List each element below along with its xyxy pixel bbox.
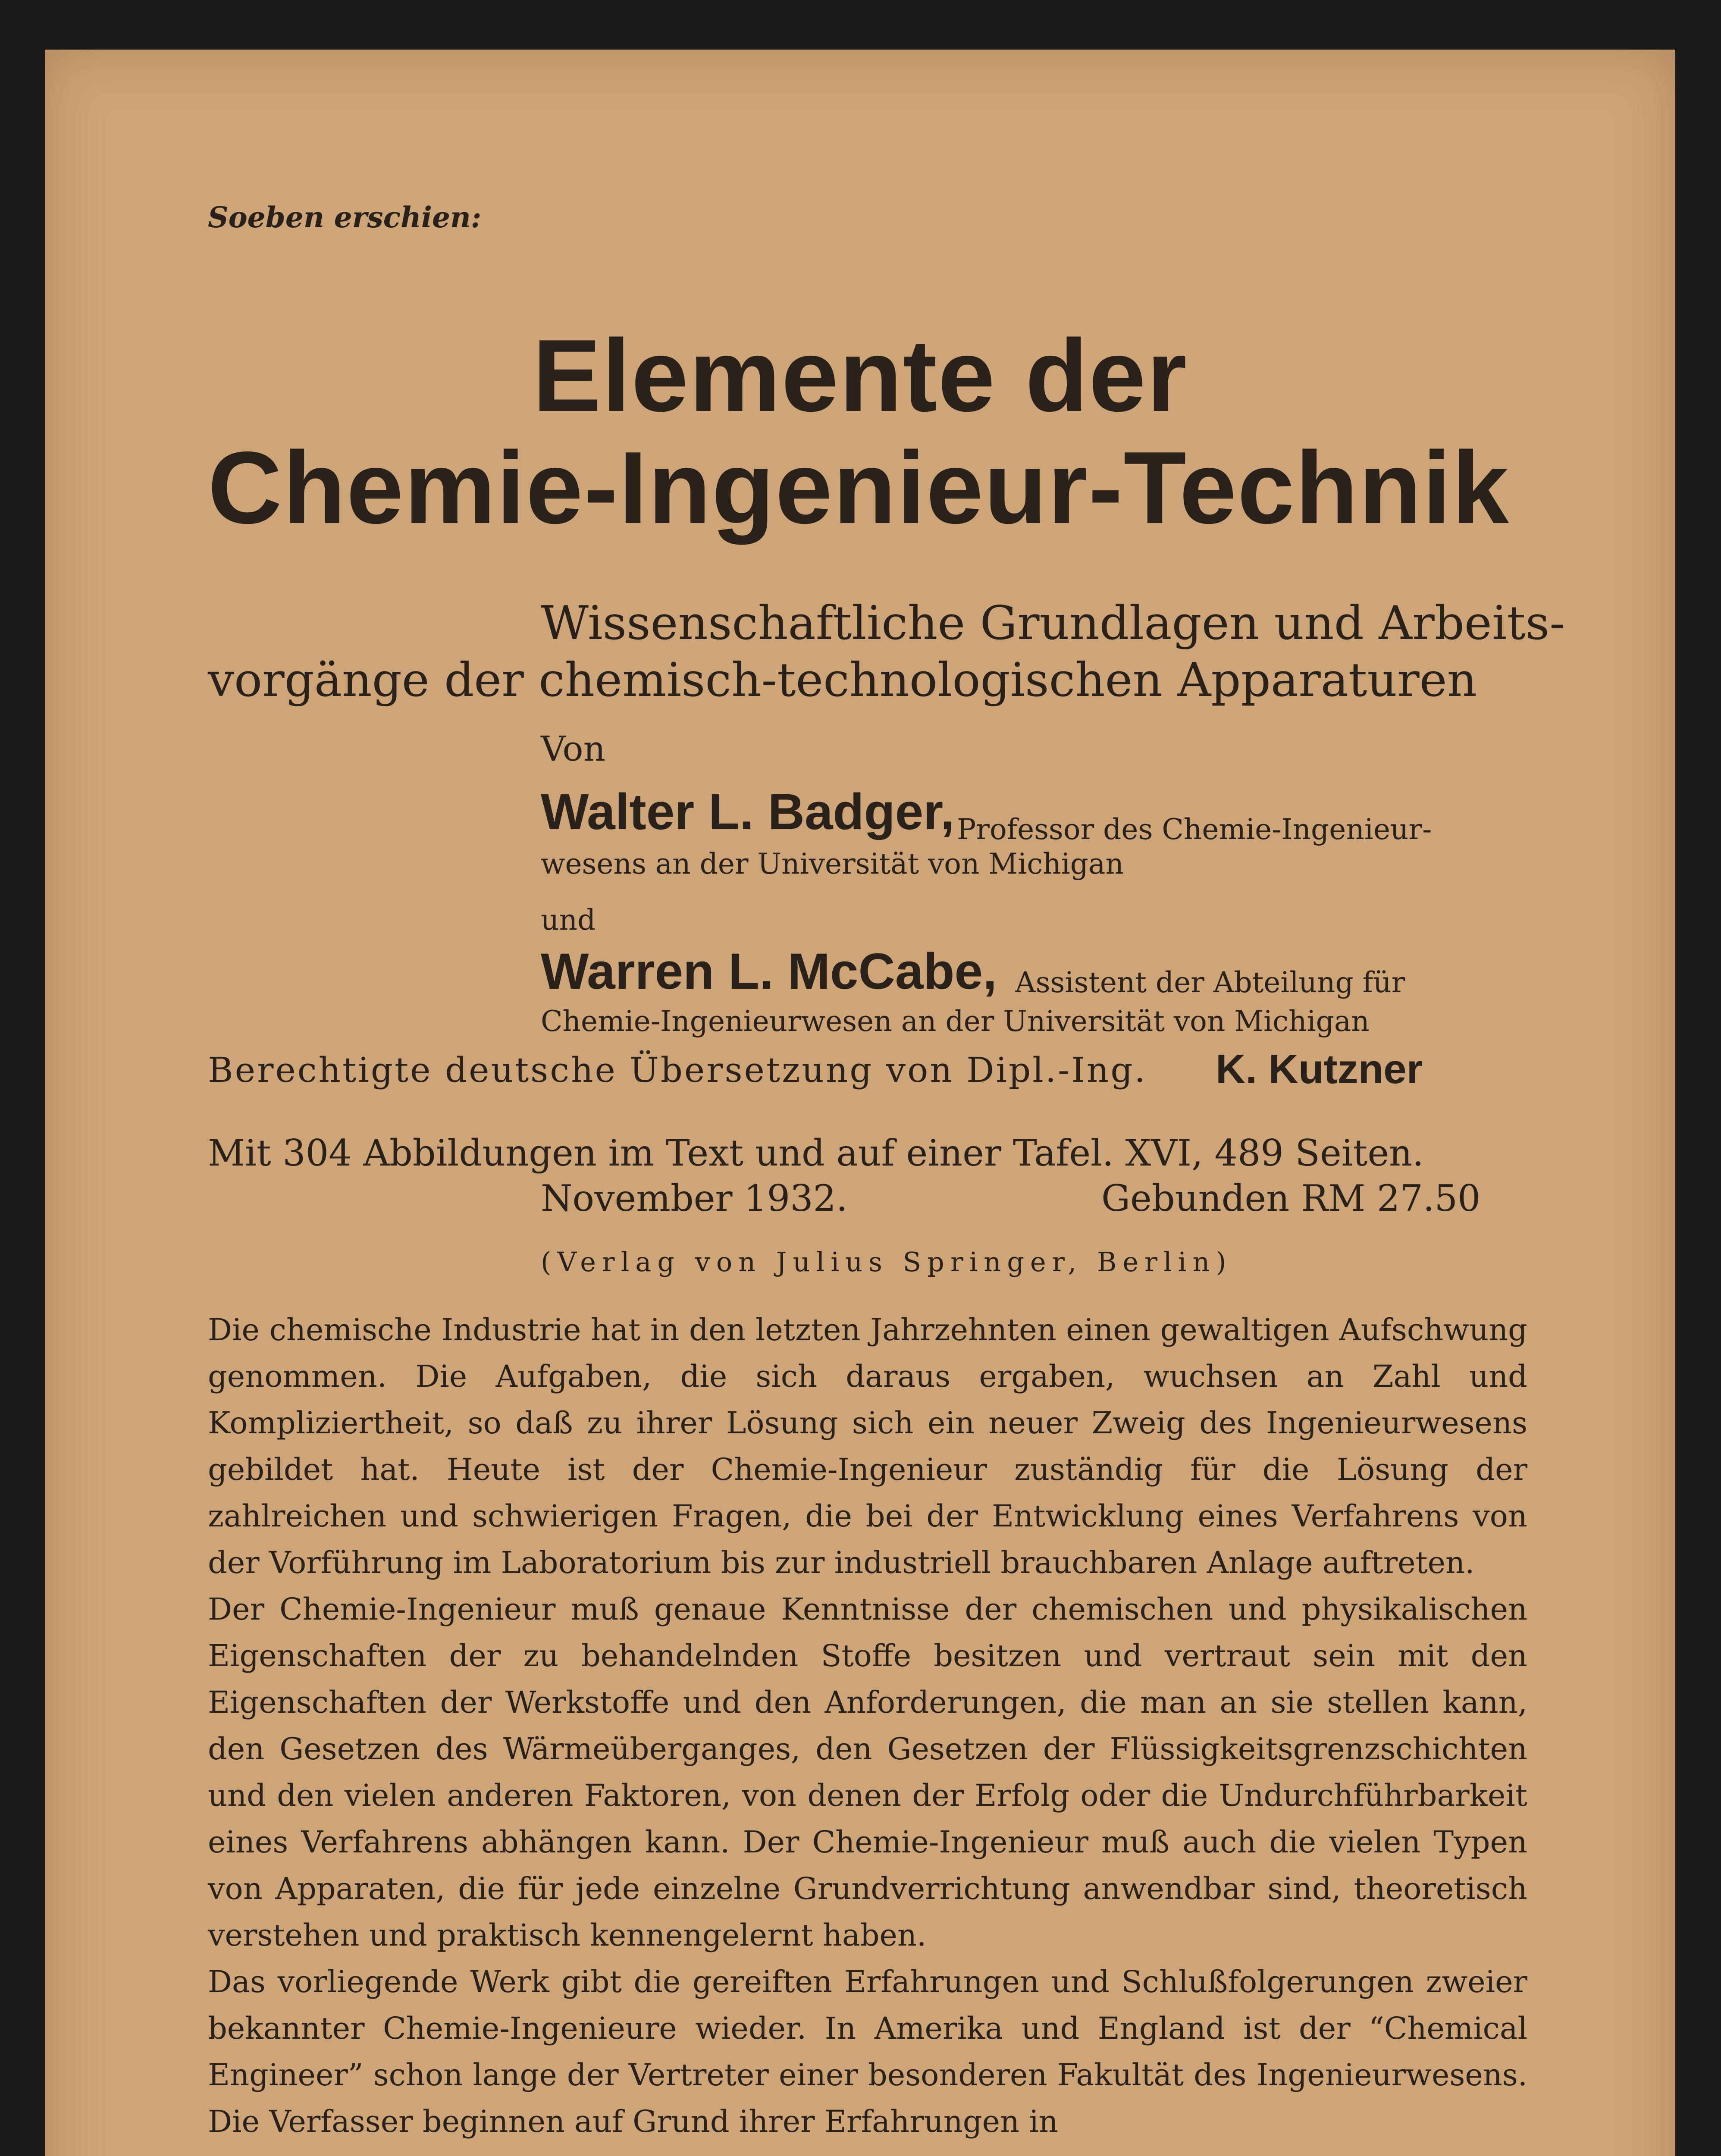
body-paragraph-1: Die chemische Industrie hat in den letzten Jahrzehnten einen gewaltigen Aufschwung genommen. Die Aufgaben, die sich daraus ergaben, wuchsen an Zahl und Kompliziertheit, so daß zu ihrer Lösung sich ein neuer Zweig des Ingenieurwesens gebildet hat. Heute ist der Chemie-Ingenieur zuständig für die Lösung der zahlreichen und schwierigen Fragen, die bei der Entwicklung eines Verfahrens von der Vorführung im Laboratorium bis zur industriell brauchbaren Anlage auftreten. — [208, 1312, 1527, 1580]
author-1-affiliation-2: wesens an der Universität von Michigan — [541, 847, 1124, 881]
title-line-2: Chemie-Ingenieur-Technik — [208, 431, 1510, 545]
author-2-affiliation-1: Assistent der Abteilung für — [1015, 966, 1405, 999]
title-text-1: Elemente der — [533, 319, 1188, 433]
book-details: Mit 304 Abbildungen im Text und auf einer Tafel. XVI, 489 Seiten. — [208, 1132, 1424, 1174]
und-label: und — [541, 903, 596, 937]
author-2-affiliation-2: Chemie-Ingenieurwesen an der Universität von Michigan — [541, 1005, 1370, 1038]
author-1-affiliation-1: Professor des Chemie-Ingenieur- — [957, 813, 1432, 846]
publication-date: November 1932. — [541, 1177, 848, 1219]
translator-name: K. Kutzner — [1216, 1046, 1423, 1092]
publisher: (Verlag von Julius Springer, Berlin) — [541, 1246, 1232, 1278]
price: Gebunden RM 27.50 — [1101, 1177, 1481, 1219]
body-paragraph-3: Das vorliegende Werk gibt die gereiften Erfahrungen und Schlußfolgerungen zweier bekannter Chemie-Ingenieure wieder. In Amerika und England ist der “Chemical Engineer” schon lange der Vertreter einer besonderen Fakultät des Ingenieurwesens. Die Verfasser beginnen auf Grund ihrer Erfahrungen in — [208, 1964, 1527, 2139]
von-label: Von — [541, 729, 606, 769]
body-text — [208, 1307, 1527, 2145]
kicker-text: Soeben erschien: — [208, 201, 482, 234]
subtitle-line-2: vorgänge der chemisch-technologischen Apparaturen — [208, 653, 1477, 707]
translation-line: Berechtigte deutsche Übersetzung von Dipl.-Ing. — [208, 1050, 1147, 1090]
author-1-name: Walter L. Badger, — [541, 783, 955, 840]
title-line-1 — [45, 317, 1675, 435]
body-paragraph-2: Der Chemie-Ingenieur muß genaue Kenntnisse der chemischen und physikalischen Eigenschaften der zu behandelnden Stoffe besitzen und vertraut sein mit den Eigenschaften der Werkstoffe und den Anforderungen, die man an sie stellen kann, den Gesetzen des Wärmeüberganges, den Gesetzen der Flüssigkeitsgrenzschichten und den vielen anderen Faktoren, von denen der Erfolg oder die Undurchführbarkeit eines Verfahrens abhängen kann. Der Chemie-Ingenieur muß auch die vielen Typen von Apparaten, die für jede einzelne Grundverrichtung anwendbar sind, theoretisch verstehen und praktisch kennengelernt haben. — [208, 1592, 1527, 1953]
subtitle-line-1: Wissenschaftliche Grundlagen und Arbeits- — [541, 596, 1565, 650]
flyer-page — [45, 50, 1675, 2156]
author-2-name: Warren L. McCabe, — [541, 943, 997, 1000]
